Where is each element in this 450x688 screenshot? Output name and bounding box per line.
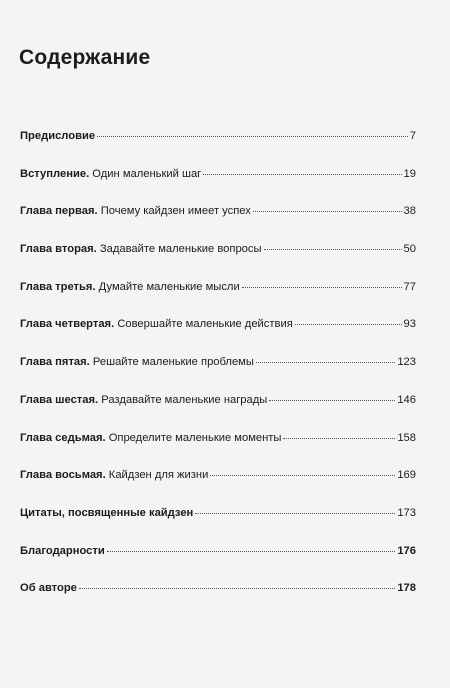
toc-entry-chapter-7 — [20, 432, 416, 470]
page-number: 173 — [397, 506, 416, 519]
page-number: 146 — [397, 393, 416, 406]
toc-entry-chapter-6 — [20, 394, 416, 432]
entry-subtitle: Раздавайте маленькие награды — [101, 393, 268, 406]
entry-text — [20, 469, 208, 481]
toc-entry-preface — [20, 130, 416, 168]
page-number: 93 — [403, 318, 416, 331]
dot-leader — [79, 588, 395, 589]
entry-text — [20, 281, 240, 293]
dot-leader — [295, 324, 402, 325]
entry-subtitle: Решайте маленькие проблемы — [92, 356, 254, 369]
entry-text — [20, 582, 77, 594]
dot-leader — [264, 249, 402, 250]
dot-leader — [203, 174, 401, 175]
dot-leader — [97, 136, 408, 137]
page-number: 169 — [397, 469, 416, 482]
entry-text — [20, 205, 251, 217]
page-number: 123 — [397, 356, 416, 369]
dot-leader — [210, 475, 395, 476]
page-number: 38 — [403, 205, 416, 218]
entry-text — [20, 432, 281, 444]
entry-text — [20, 130, 95, 142]
entry-text — [20, 545, 105, 557]
toc-entry-chapter-1 — [20, 205, 416, 243]
entry-subtitle: Совершайте маленькие действия — [117, 318, 293, 331]
entry-heading: Глава вторая. — [20, 243, 97, 256]
entry-heading: Предисловие — [20, 130, 96, 142]
entry-text — [20, 243, 262, 255]
toc-entry-chapter-5 — [20, 356, 416, 394]
entry-heading: Благодарности — [20, 544, 105, 557]
entry-subtitle: Почему кайдзен имеет успех — [100, 205, 251, 218]
dot-leader — [107, 551, 396, 552]
dot-leader — [256, 362, 395, 363]
entry-heading: Глава первая. — [20, 205, 98, 218]
page-title: Содержание — [19, 46, 151, 70]
toc-entry-chapter-2 — [20, 243, 416, 281]
entry-heading: Об авторе — [20, 582, 77, 595]
page-number: 178 — [397, 582, 416, 595]
entry-heading: Цитаты, посвященные кайдзен — [20, 506, 194, 519]
table-of-contents — [20, 130, 416, 620]
dot-leader — [253, 211, 402, 212]
toc-entry-quotes — [20, 507, 416, 545]
toc-entry-acknowledgements — [20, 545, 416, 583]
page-number: 50 — [403, 243, 416, 256]
entry-subtitle: Думайте маленькие мысли — [98, 280, 240, 293]
entry-heading: Глава пятая. — [20, 356, 90, 369]
page-number: 77 — [403, 280, 416, 293]
entry-subtitle: Один маленький шаг — [92, 167, 202, 180]
page-number: 158 — [397, 431, 416, 444]
entry-heading: Глава шестая. — [20, 393, 99, 406]
entry-text — [20, 356, 254, 368]
entry-heading: Глава третья. — [20, 280, 96, 293]
entry-subtitle: Определите маленькие моменты — [108, 431, 282, 444]
toc-entry-chapter-4 — [20, 318, 416, 356]
dot-leader — [269, 400, 395, 401]
entry-text — [20, 394, 267, 406]
entry-subtitle: Задавайте маленькие вопросы — [99, 243, 262, 256]
entry-heading: Глава четвертая. — [20, 318, 115, 331]
page-number: 176 — [397, 544, 416, 557]
dot-leader — [195, 513, 395, 514]
toc-entry-chapter-8 — [20, 469, 416, 507]
dot-leader — [242, 287, 402, 288]
entry-text — [20, 507, 193, 519]
entry-heading: Вступление. — [20, 167, 90, 180]
entry-heading: Глава седьмая. — [20, 431, 106, 444]
page-number: 19 — [403, 167, 416, 180]
entry-subtitle: Кайдзен для жизни — [108, 469, 209, 482]
toc-entry-chapter-3 — [20, 281, 416, 319]
toc-entry-introduction — [20, 168, 416, 206]
entry-heading: Глава восьмая. — [20, 469, 106, 482]
entry-text — [20, 318, 293, 330]
toc-entry-about-author — [20, 582, 416, 620]
page-number: 7 — [409, 130, 416, 142]
dot-leader — [283, 438, 395, 439]
entry-text — [20, 168, 201, 180]
